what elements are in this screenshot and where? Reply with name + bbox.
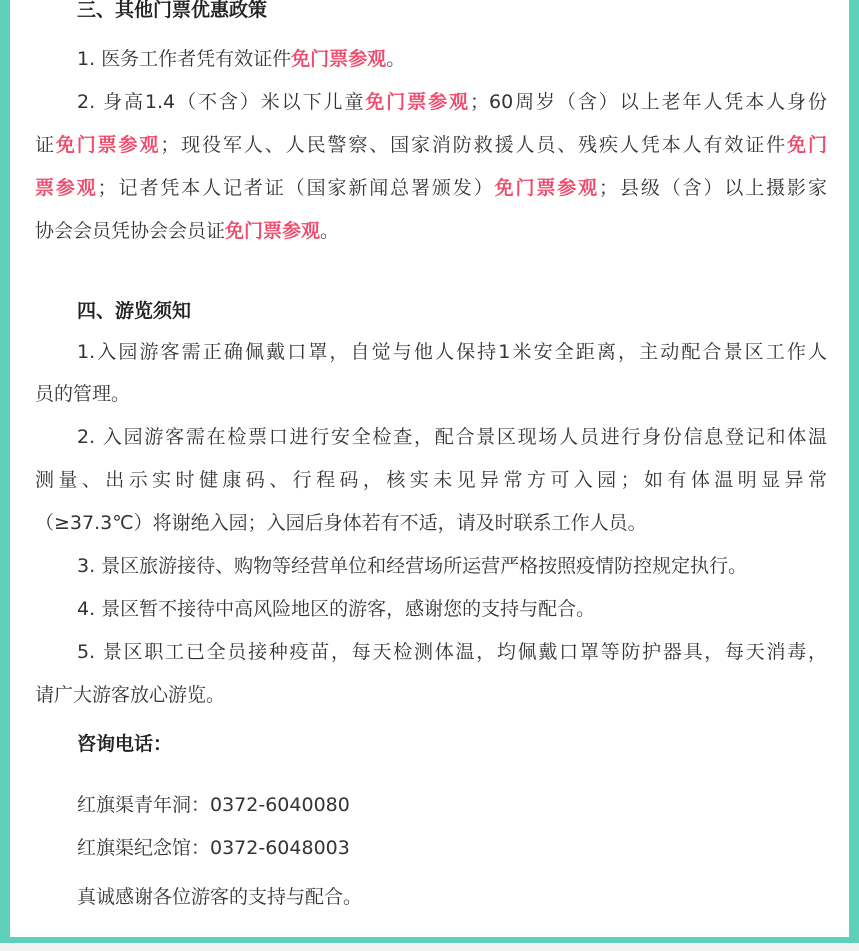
section4-item1-line2: 员的管理。 <box>35 383 131 405</box>
item-text: ；现役军人、人民警察、国家消防救援人员、残疾人凭本人有效证件 <box>160 134 788 156</box>
highlight-text: 票参观 <box>35 177 98 199</box>
section4-heading: 四、游览须知 <box>77 300 192 322</box>
section4-item5-line2: 请广大游客放心游览。 <box>35 684 226 706</box>
section3-item2-line2 <box>35 133 827 157</box>
highlight-text: 免门 <box>787 134 827 156</box>
item-text: 。 <box>386 48 406 70</box>
highlight-text: 免门票参观 <box>365 91 470 113</box>
section4-item3: 3. 景区旅游接待、购物等经营单位和经营场所运营严格按照疫情防控规定执行。 <box>77 555 748 577</box>
section3-item2-line1 <box>77 90 827 114</box>
section3-item2-line4 <box>35 219 339 243</box>
highlight-text: 免门票参观 <box>225 220 321 242</box>
phone-qingnian-cave: 红旗渠青年洞：0372-6040080 <box>77 794 350 816</box>
phone-memorial-hall: 红旗渠纪念馆：0372-6048003 <box>77 837 350 859</box>
bottom-strip <box>0 943 859 951</box>
section3-item1 <box>77 47 405 71</box>
item-text: ；县级（含）以上摄影家 <box>599 177 827 199</box>
highlight-text: 免门票参观 <box>55 134 161 156</box>
section3-item2-line3 <box>35 176 827 200</box>
item-text: 证 <box>35 134 56 156</box>
section4-item4: 4. 景区暂不接待中高风险地区的游客，感谢您的支持与配合。 <box>77 598 596 620</box>
highlight-text: 免门票参观 <box>291 48 387 70</box>
section4-item2-line1: 2. 入园游客需在检票口进行安全检查，配合景区现场人员进行身份信息登记和体温 <box>77 426 827 448</box>
section3-heading: 三、其他门票优惠政策 <box>77 0 268 21</box>
item-text: ；60周岁（含）以上老年人凭本人身份 <box>469 91 827 113</box>
item-text: ；记者凭本人记者证（国家新闻总署颁发） <box>97 177 495 199</box>
contact-heading: 咨询电话： <box>77 733 173 755</box>
item-text: 2. 身高1.4（不含）米以下儿童 <box>77 91 366 113</box>
section4-item2-line3: （≥37.3℃）将谢绝入园；入园后身体若有不适，请及时联系工作人员。 <box>35 512 647 534</box>
thanks-note: 真诚感谢各位游客的支持与配合。 <box>77 886 363 908</box>
highlight-text: 免门票参观 <box>494 177 600 199</box>
item-text: 协会会员凭协会会员证 <box>35 220 226 242</box>
item-text: 1. 医务工作者凭有效证件 <box>77 48 292 70</box>
section4-item2-line2: 测量、出示实时健康码、行程码，核实未见异常方可入园；如有体温明显异常 <box>35 469 827 491</box>
section4-item5-line1: 5. 景区职工已全员接种疫苗，每天检测体温，均佩戴口罩等防护器具，每天消毒， <box>77 641 827 663</box>
item-text: 。 <box>320 220 340 242</box>
section4-item1-line1: 1.入园游客需正确佩戴口罩，自觉与他人保持1米安全距离，主动配合景区工作人 <box>77 341 827 363</box>
